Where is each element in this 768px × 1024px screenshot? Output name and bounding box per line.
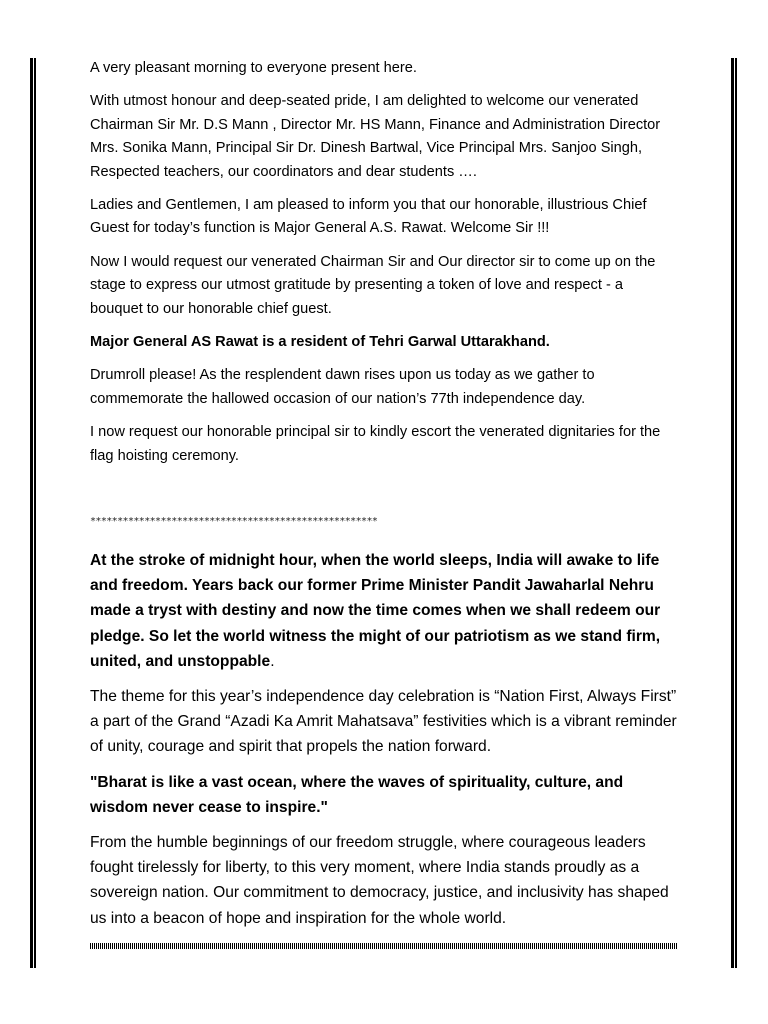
speech-opening-section — [90, 57, 678, 468]
hatched-divider — [90, 943, 678, 949]
midnight-hour-period: . — [270, 652, 275, 670]
bharat-quote-paragraph: "Bharat is like a vast ocean, where the waves of spirituality, culture, and wisdom never cease to inspire." — [90, 773, 624, 816]
welcome-dignitaries-paragraph: With utmost honour and deep-seated pride, I am delighted to welcome our venerated Chairman Sir Mr. D.S Mann , Director Mr. HS Mann, Finance and Administration Director Mrs. Sonika Mann, Principal Sir Dr. Dinesh Bartwal, Vice Principal Mrs. Sanjoo Singh, Respected teachers, our coordinators and dear students …. — [90, 93, 661, 180]
bouquet-request-paragraph: Now I would request our venerated Chairman Sir and Our director sir to come up on the stage to express our utmost gratitude by presenting a token of love and respect - a bouquet to our honorable chief guest. — [90, 253, 656, 317]
midnight-hour-paragraph — [90, 548, 678, 674]
page-border-right — [731, 58, 737, 968]
drumroll-paragraph: Drumroll please! As the resplendent dawn rises upon us today as we gather to commemorate the hallowed occasion of our nation’s 77th independence day. — [90, 367, 595, 407]
page-border-left — [30, 58, 36, 968]
chief-guest-residence-paragraph: Major General AS Rawat is a resident of Tehri Garwal Uttarakhand. — [90, 334, 550, 351]
asterisk-separator: ***************************************************** — [90, 516, 378, 527]
flag-hoisting-paragraph: I now request our honorable principal sir to kindly escort the venerated dignitaries for the flag hoisting ceremony. — [90, 424, 661, 464]
theme-paragraph: The theme for this year’s independence day celebration is “Nation First, Always First” a part of the Grand “Azadi Ka Amrit Mahatsava” festivities which is a vibrant reminder of unity, courage and spirit that propels the nation forward. — [90, 688, 677, 756]
speech-main-section — [90, 548, 678, 931]
greeting-paragraph: A very pleasant morning to everyone present here. — [90, 60, 417, 76]
chief-guest-paragraph: Ladies and Gentlemen, I am pleased to inform you that our honorable, illustrious Chief Guest for today’s function is Major General A.S. Rawat. Welcome Sir !!! — [90, 197, 647, 237]
freedom-struggle-paragraph: From the humble beginnings of our freedom struggle, where courageous leaders fought tirelessly for liberty, to this very moment, where India stands proudly as a sovereign nation. Our commitment to democracy, justice, and inclusivity has shaped us into a beacon of hope and inspiration for the whole world. — [90, 834, 669, 927]
midnight-hour-text: At the stroke of midnight hour, when the world sleeps, India will awake to life and freedom. Years back our former Prime Minister Pandit Jawaharlal Nehru made a tryst with destiny and now the time comes when we shall redeem our pledge. So let the world witness the might of our patriotism as we stand firm, united, and unstoppable — [90, 552, 661, 670]
